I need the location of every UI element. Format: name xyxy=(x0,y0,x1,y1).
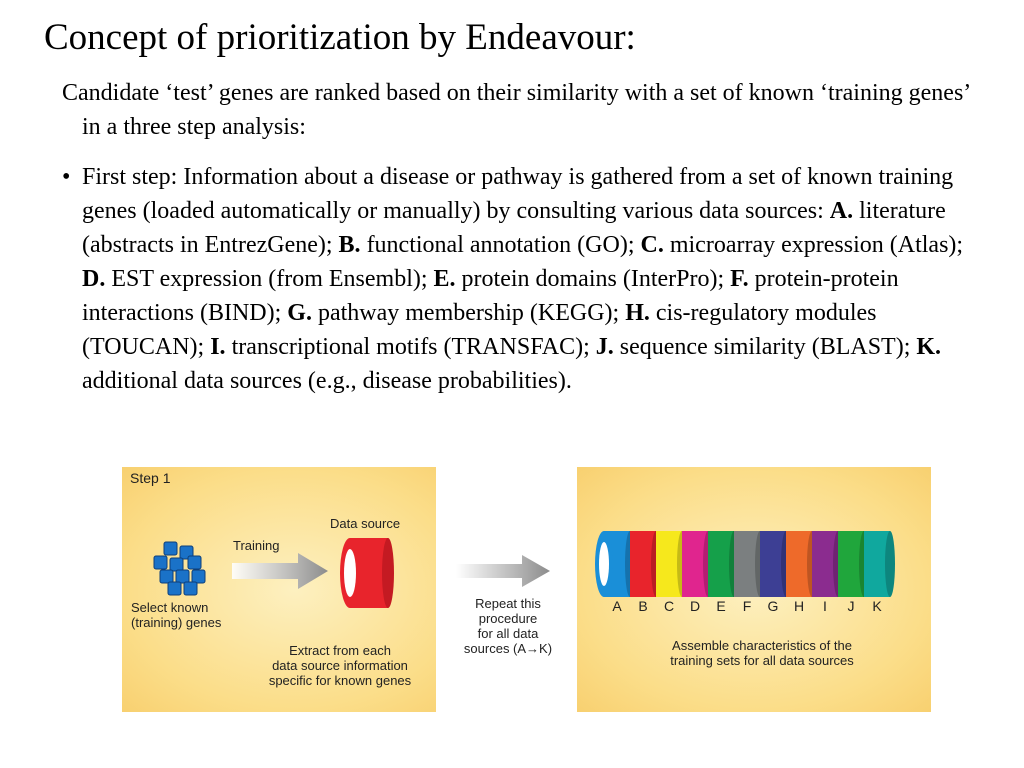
bullet-first-step xyxy=(62,160,987,398)
gene-cube-icon xyxy=(188,556,201,569)
bullet-marker: • xyxy=(62,164,71,190)
repeat-label-line3: for all data xyxy=(477,626,539,641)
training-genes-cluster xyxy=(150,540,210,596)
extract-label-line3: specific for known genes xyxy=(268,673,412,688)
intro-text: Candidate ‘test’ genes are ranked based on their similarity with a set of known ‘training genes’ in a three step analysis: xyxy=(62,80,970,140)
source-key: H. xyxy=(625,300,650,326)
cylinder-hole xyxy=(599,542,609,586)
segment-letter: G xyxy=(767,598,779,614)
gene-cube-icon xyxy=(168,582,181,595)
source-key: I. xyxy=(210,334,226,360)
assemble-label xyxy=(617,638,907,668)
segment-letter: B xyxy=(638,598,648,614)
segment-letter: J xyxy=(847,598,855,614)
source-key: C. xyxy=(640,232,664,258)
assemble-label-line2: training sets for all data sources xyxy=(670,653,854,668)
segment-letter: F xyxy=(742,598,752,614)
repeat-label-line2: procedure xyxy=(478,611,538,626)
source-text: sequence similarity (BLAST); xyxy=(613,334,917,360)
segment-letter: C xyxy=(663,598,675,614)
repeat-arrow xyxy=(456,555,552,587)
source-text: protein-protein interactions (BIND); xyxy=(82,266,899,326)
genes-label-line2: (training) genes xyxy=(131,615,222,630)
assemble-label-line1: Assemble characteristics of the xyxy=(672,638,852,653)
source-key: E. xyxy=(433,266,456,292)
source-text: functional annotation (GO); xyxy=(360,232,641,258)
segment-letter: D xyxy=(689,598,701,614)
source-key: F. xyxy=(730,266,749,292)
gene-cube-icon xyxy=(154,556,167,569)
source-text: EST expression (from Ensembl); xyxy=(105,266,434,292)
source-text: additional data sources (e.g., disease probabilities). xyxy=(82,368,572,394)
source-key: K. xyxy=(916,334,942,360)
extract-label-line2: data source information xyxy=(272,658,408,673)
source-key: D. xyxy=(82,266,106,292)
source-key: J. xyxy=(595,334,614,360)
repeat-label xyxy=(446,596,570,656)
gene-cube-icon xyxy=(164,542,177,555)
extract-label xyxy=(246,643,434,688)
source-text: transcriptional motifs (TRANSFAC); xyxy=(225,334,596,360)
gene-cube-icon xyxy=(176,570,189,583)
data-source-cylinder xyxy=(338,534,394,612)
genes-label-line1: Select known xyxy=(131,600,209,615)
gene-cube-icon xyxy=(170,558,183,571)
source-text: literature (abstracts in EntrezGene); xyxy=(82,198,946,258)
source-key: B. xyxy=(338,232,361,258)
source-text: cis-regulatory modules (TOUCAN); xyxy=(82,300,877,360)
data-source-list xyxy=(82,198,963,394)
repeat-label-line1: Repeat this xyxy=(475,596,541,611)
source-text: microarray expression (Atlas); xyxy=(663,232,964,258)
source-key: G. xyxy=(287,300,312,326)
source-key: A. xyxy=(829,198,854,224)
gene-cube-icon xyxy=(184,582,197,595)
source-text: pathway membership (KEGG); xyxy=(311,300,626,326)
training-label: Training xyxy=(233,538,280,553)
gene-cube-icon xyxy=(160,570,173,583)
training-arrow xyxy=(232,553,330,589)
extract-label-line1: Extract from each xyxy=(289,643,391,658)
segment-letter: I xyxy=(823,598,827,614)
source-text: protein domains (InterPro); xyxy=(455,266,731,292)
segment-edge-k xyxy=(885,531,895,597)
gene-cube-icon xyxy=(192,570,205,583)
repeat-label-line4: sources (A→K) xyxy=(463,641,553,656)
data-source-label: Data source xyxy=(330,516,401,531)
segment-letter: E xyxy=(716,598,726,614)
bullet-lead: First step: Information about a disease or pathway is gathered from a set of known training genes (loaded automatically or manually) by consulting various data sources: xyxy=(82,164,954,224)
segment-letter: H xyxy=(793,598,805,614)
segment-letter: A xyxy=(612,598,622,614)
genes-label xyxy=(131,600,221,630)
multi-source-cylinder xyxy=(592,531,922,597)
slide-title: Concept of prioritization by Endeavour: xyxy=(44,17,636,58)
segment-letter: K xyxy=(872,598,882,614)
step-label: Step 1 xyxy=(130,470,171,486)
